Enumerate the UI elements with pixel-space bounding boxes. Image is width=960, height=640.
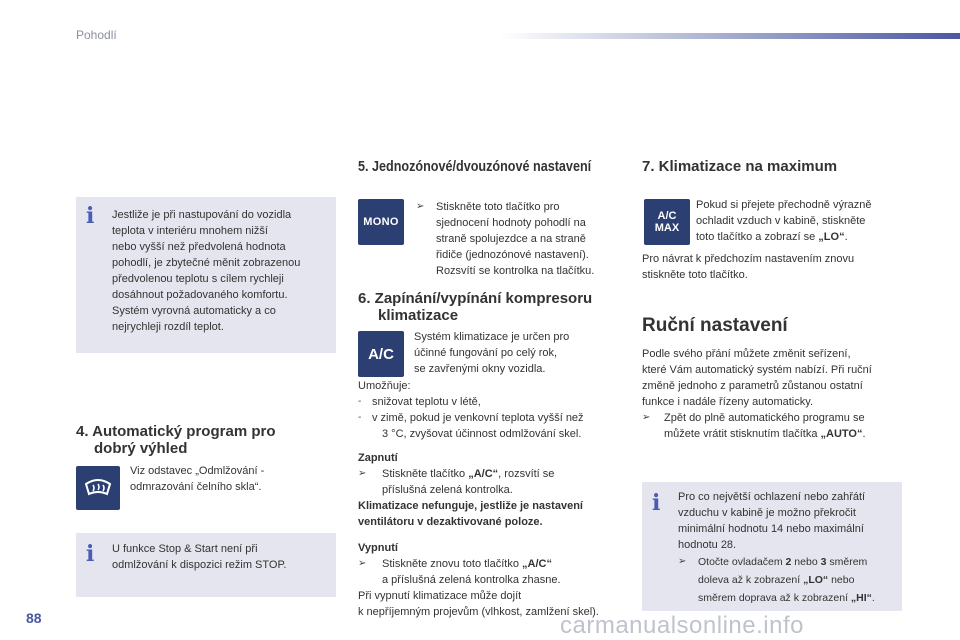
page-header-title: Pohodlí [76, 28, 117, 42]
arrow-bullet-icon: ➢ [358, 468, 367, 479]
ac-button-label: A/C [368, 345, 394, 363]
stopstart-info-box [76, 533, 336, 597]
stopstart-text: U funkce Stop & Start není při odmlžování k dispozici režim STOP. [112, 543, 287, 571]
section7-return: Pro návrat k předchozím nastavením znovu stiskněte toto tlačítko. [642, 253, 855, 281]
section7-text: Pokud si přejete přechodně výrazně ochladit vzduch v kabině, stiskněte toto tlačítko a zobrazí se „LO“. [696, 199, 872, 243]
arrow-bullet-icon: ➢ [416, 201, 425, 212]
manual-text: Podle svého přání můžete změnit seřízení, které Vám automatický systém nabízí. Při ruční změně jednoho z parametrů zůstanou ostatní funkce i nadále řízeny automaticky. ➢ Zpět do plně automatického programu se můžete vrátit stisknutím tlačítka „AUTO“. [642, 348, 872, 440]
section6-intro: Systém klimatizace je určen pro účinné fungování po celý rok, se zavřenými okny vozidla. [414, 331, 570, 375]
left-info-box [76, 197, 336, 353]
windscreen-defrost-icon [83, 475, 113, 501]
section4-title: 4. Automatický program pro dobrý výhled [76, 423, 276, 457]
mono-button-image [358, 199, 404, 245]
info-icon: i [86, 541, 95, 567]
right-info-text: Pro co největší ochlazení nebo zahřátí vzduchu v kabině je možno překročit minimální hodnotu 14 nebo maximální hodnotu 28. ➢ Otočte ovladačem 2 nebo 3 směrem doleva až k zobrazení „LO“ nebo směrem doprava až k zobrazení „HI“. [678, 489, 875, 607]
manual-title: Ruční nastavení [642, 315, 788, 336]
ac-max-label-bottom: MAX [654, 222, 680, 234]
arrow-bullet-icon: ➢ [642, 412, 651, 423]
section6-body: Umožňuje: - snižovat teplotu v létě, - v zimě, pokud je venkovní teplota vyšší než 3 °C, zvyšovat účinnost odmlžování skel. Zapnutí ➢ Stiskněte tlačítko „A/C“, rozsvítí se příslušná zelená kontrolka. Klimatizace nefunguje, jestliže je nastavení ventilátoru v dezaktivované poloze. Vypnutí ➢ Stiskněte znovu toto tlačítko „A/C“ a příslušná zelená kontrolka zhasne. Při vypnutí klimatizace může dojít k nepříjemným projevům (vlhkost, zamlžení skel). [358, 380, 599, 618]
section7-title: 7. Klimatizace na maximum [642, 158, 838, 175]
ac-max-button-image [644, 199, 690, 245]
mono-button-label: MONO [363, 216, 399, 228]
section5-text: ➢ Stiskněte toto tlačítko pro sjednocení hodnoty pohodlí na straně spolujezdce a na straně řidiče (jednozónové nastavení). Rozsvítí se kontrolka na tlačítku. [416, 201, 595, 277]
ac-button-image [358, 331, 404, 377]
right-info-box [642, 482, 902, 611]
ac-max-label-top: A/C [657, 210, 677, 222]
arrow-bullet-icon: ➢ [358, 558, 367, 569]
header-gradient-bar [500, 33, 960, 39]
section5-title: 5. Jednozónové/dvouzónové nastavení [358, 158, 592, 175]
left-info-text: Jestliže je při nastupování do vozidla teplota v interiéru mnohem nižší nebo vyšší než předvolená hodnota pohodlí, je zbytečné měnit zobrazenou předvolenou teplotu s cílem rychleji dosáhnout požadovaného komfortu. Systém vyrovná automaticky a co nejrychleji rozdíl teplot. [112, 209, 301, 333]
section6-title: 6. Zapínání/vypínání kompresoru klimatizace [358, 290, 593, 324]
section4-text: Viz odstavec „Odmlžování - odmrazování čelního skla“. [130, 465, 265, 493]
arrow-bullet-icon: ➢ [678, 556, 687, 567]
defrost-button-image [76, 466, 120, 510]
info-icon: i [652, 490, 661, 516]
info-icon: i [86, 203, 95, 229]
page-number: 88 [26, 610, 42, 626]
watermark: carmanualsonline.info [560, 612, 804, 639]
